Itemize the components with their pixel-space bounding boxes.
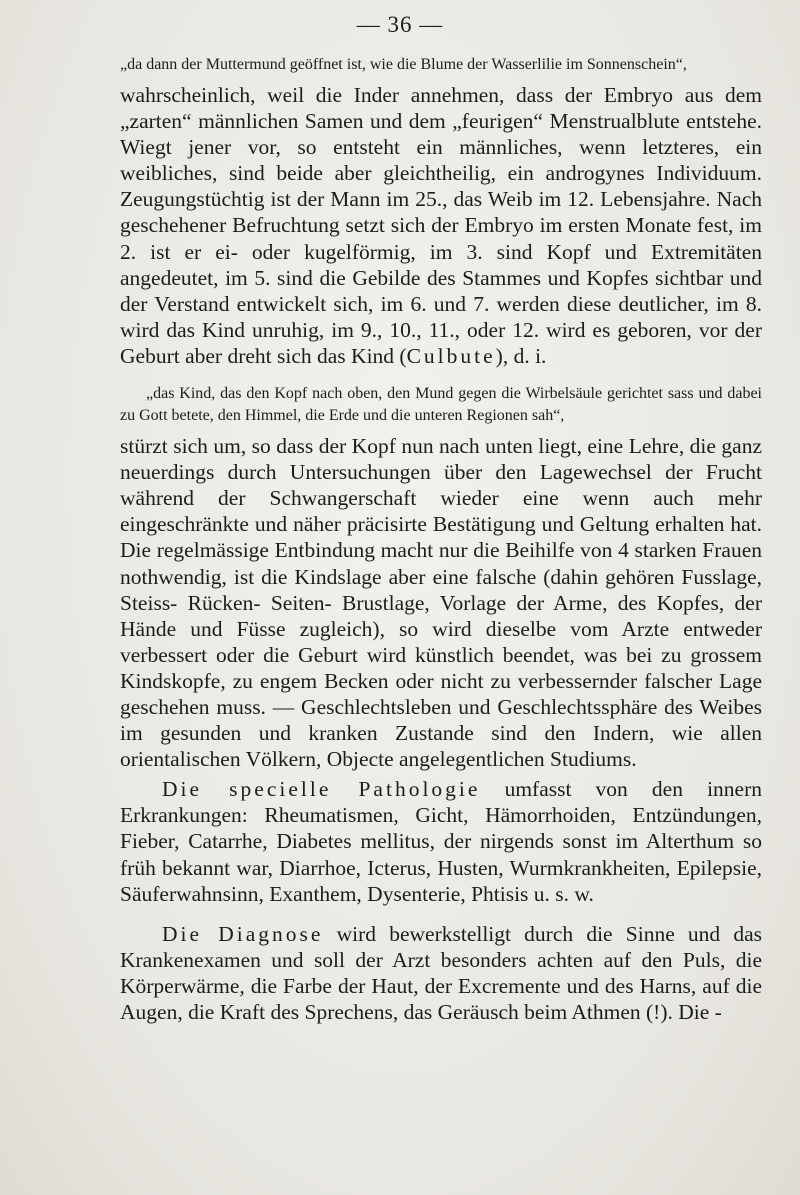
quote-child-position: „das Kind, das den Kopf nach oben, den Mund gegen die Wirbelsäule gerichtet sass und dabei zu Gott betete, den Himmel, die Erde und die unteren Regionen sah“, xyxy=(120,385,762,425)
paragraph-diagnosis: Die Diagnose wird bewerkstelligt durch die Sinne und das Krankenexamen und soll der Arzt besonders achten auf den Puls, die Körperwärme, die Farbe der Haut, der Excremente und des Harns, auf die Augen, die Kraft des Sprechens, das Geräusch beim Athmen (!). Die - xyxy=(120,921,763,1024)
page-number: — 36 — xyxy=(356,12,444,37)
paragraph-pathology: Die specielle Pathologie umfasst von den innern Erkrankungen: Rheumatismen, Gicht, Hämorrhoiden, Entzündungen, Fieber, Catarrhe, Diabetes mellitus, der nirgends sonst im Alterthum so früh bekannt war, Diarrhoe, Icterus, Husten, Wurmkrankheiten, Epilepsie, Säuferwahnsinn, Exanthem, Dysenterie, Phtisis u. s. w. xyxy=(120,777,763,906)
quote-waterlily: „da dann der Muttermund geöffnet ist, wie die Blume der Wasserlilie im Sonnenschein“, xyxy=(120,56,687,73)
paragraph-birth: stürzt sich um, so dass der Kopf nun nach unten liegt, eine Lehre, die ganz neuerdings durch Untersuchungen über den Lagewechsel der Frucht während der Schwangerschaft wieder eine wenn auch mehr eingeschränkte und näher präcisirte Bestätigung und Geltung erhalten hat. Die regelmässige Entbindung macht nur die Beihilfe von 4 starken Frauen nothwendig, ist die Kindslage aber eine falsche (dahin gehören Fusslage, Steiss- Rücken- Seiten- Brustlage, Vorlage der Arme, des Kopfes, der Hände und Füsse zugleich), so wird dieselbe vom Arzte entweder verbessert oder die Geburt wird künstlich beendet, was bei zu grossem Kindskopfe, zu engem Becken oder nicht zu verbessernder falscher Lage geschehen muss. — Geschlechtsleben und Geschlechtssphäre des Weibes im gesunden und kranken Zustande sind den Indern, wie allen orientalischen Völkern, Objecte angelegentlichen Studiums. xyxy=(120,434,762,772)
paragraph-embryo: wahrscheinlich, weil die Inder annehmen, dass der Embryo aus dem „zarten“ männlichen Samen und dem „feurigen“ Menstrualblute entstehe. Wiegt jener vor, so entsteht ein männliches, wenn letzteres, ein weibliches, sind beide aber gleichtheilig, ein androgynes Individuum. Zeugungstüchtig ist der Mann im 25., das Weib im 12. Lebensjahre. Nach geschehener Befruchtung setzt sich der Embryo im ersten Monate fest, im 2. ist er ei- oder kugelförmig, im 3. sind Kopf und Extremitäten angedeutet, im 5. sind die Gebilde des Stammes und Kopfes sichtbar und der Verstand entwickelt sich, im 6. und 7. werden diese deutlicher, im 8. wird das Kind unruhig, im 9., 10., 11., oder 12. wird es geboren, vor der Geburt aber dreht sich das Kind (Culbute), d. i. xyxy=(120,83,762,368)
page-body xyxy=(120,48,762,1025)
